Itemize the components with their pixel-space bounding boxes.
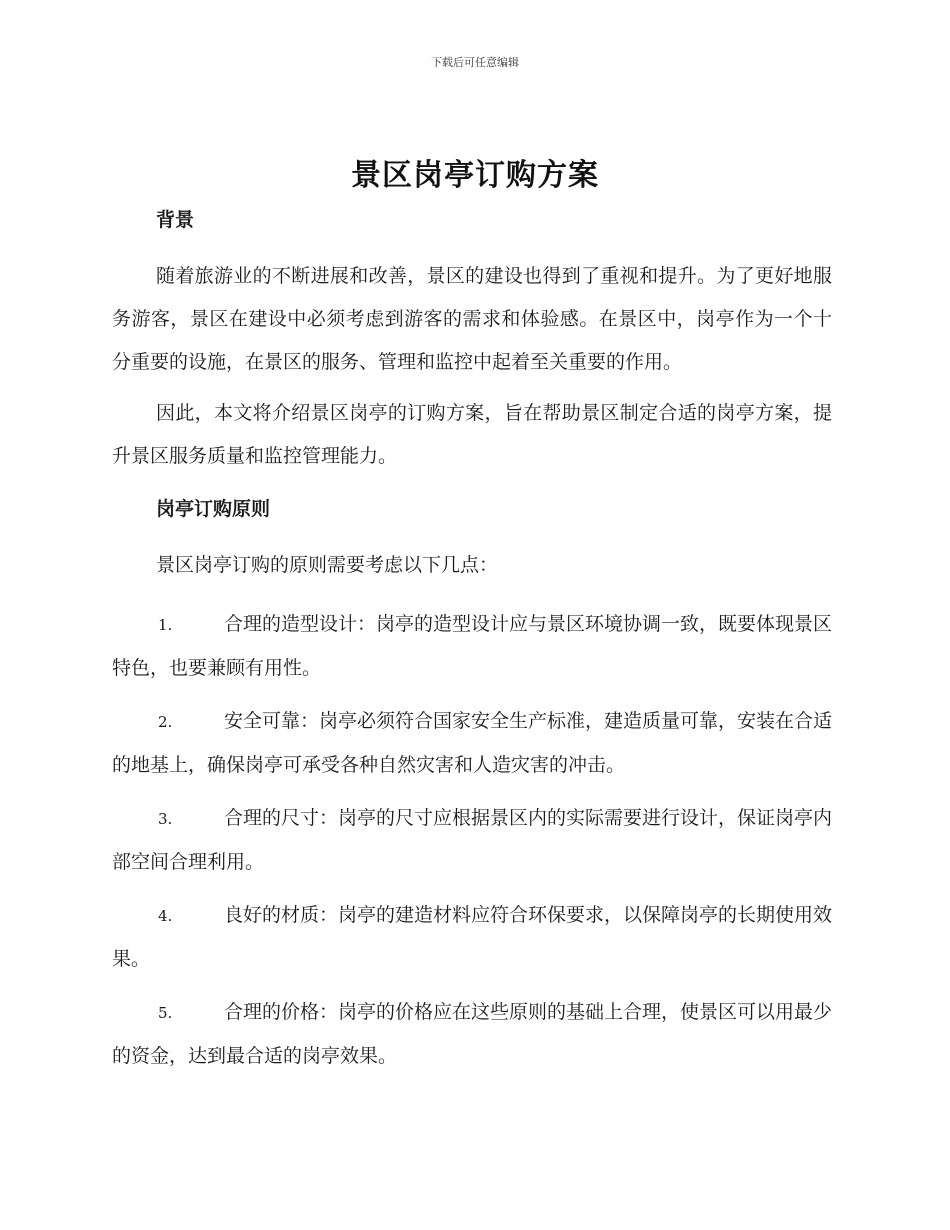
list-item [112, 991, 832, 1078]
header-note: 下载后可任意编辑 [431, 56, 519, 69]
background-paragraph-2: 因此，本文将介绍景区岗亭的订购方案，旨在帮助景区制定合适的岗亭方案，提升景区服务质量和监控管理能力。 [112, 402, 832, 467]
principles-list [112, 603, 832, 1078]
list-item [112, 797, 832, 884]
list-item [112, 894, 832, 981]
list-item-text: 合理的价格：岗亭的价格应在这些原则的基础上合理，使景区可以用最少的资金，达到最合适的岗亭效果。 [112, 1001, 833, 1067]
document-body [112, 203, 832, 1088]
background-paragraph-1: 随着旅游业的不断进展和改善，景区的建设也得到了重视和提升。为了更好地服务游客，景区在建设中必须考虑到游客的需求和体验感。在景区中，岗亭作为一个十分重要的设施，在景区的服务、管理和监控中起着至关重要的作用。 [112, 265, 832, 373]
section-heading-principles: 岗亭订购原则 [156, 498, 271, 520]
list-item-number: 4. [158, 907, 173, 925]
principles-intro: 景区岗亭订购的原则需要考虑以下几点： [156, 554, 499, 576]
list-item-number: 1. [158, 616, 173, 634]
list-item [112, 700, 832, 787]
list-item-text: 良好的材质：岗亭的建造材料应符合环保要求，以保障岗亭的长期使用效果。 [112, 904, 833, 970]
list-item-text: 合理的造型设计：岗亭的造型设计应与景区环境协调一致，既要体现景区特色，也要兼顾有用性。 [112, 613, 833, 679]
list-item-text: 安全可靠：岗亭必须符合国家安全生产标准，建造质量可靠，安装在合适的地基上，确保岗亭可承受各种自然灾害和人造灾害的冲击。 [112, 710, 833, 776]
list-item [112, 603, 832, 690]
section-heading-background: 背景 [156, 209, 195, 231]
list-item-number: 5. [158, 1004, 173, 1022]
list-item-number: 2. [158, 713, 173, 731]
list-item-number: 3. [158, 810, 173, 828]
document-title: 景区岗亭订购方案 [351, 158, 599, 193]
list-item-text: 合理的尺寸：岗亭的尺寸应根据景区内的实际需要进行设计，保证岗亭内部空间合理利用。 [112, 807, 833, 873]
